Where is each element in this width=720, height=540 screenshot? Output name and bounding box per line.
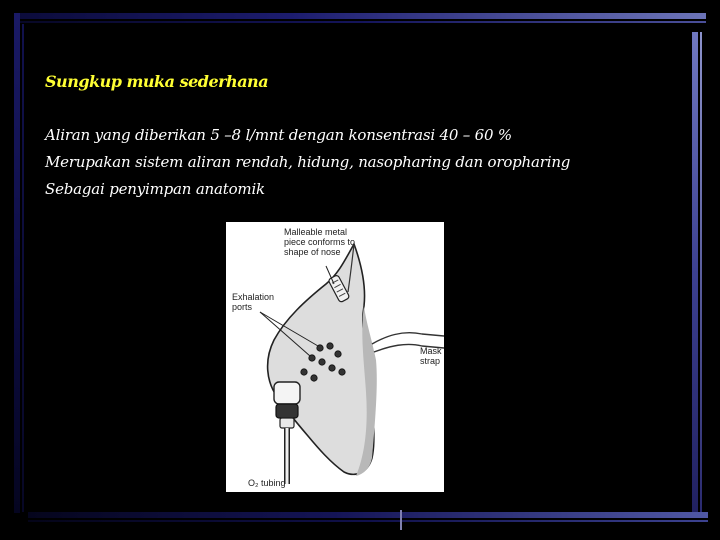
frame-bottom-tick (400, 510, 402, 530)
label-exhalation-ports: Exhalation ports (232, 292, 275, 312)
frame-top-bar (14, 13, 706, 19)
body-line-flow-rate: Aliran yang diberikan 5 –8 l/mnt dengan konsentrasi 40 – 60 % (45, 126, 512, 144)
simple-face-mask-illustration (226, 222, 444, 492)
label-malleable-metal: Malleable metal piece conforms to shape of nose (284, 227, 356, 257)
frame-left-bar (14, 13, 20, 513)
frame-top-line (14, 21, 706, 23)
frame-left-line (22, 24, 24, 512)
body-line-low-flow-system: Merupakan sistem aliran rendah, hidung, nasopharing dan oropharing (45, 153, 571, 171)
mask-strap (372, 333, 444, 344)
frame-bottom-bar (28, 512, 708, 518)
body-line-anatomic-reservoir: Sebagai penyimpan anatomik (45, 180, 265, 198)
frame-bottom-line (28, 520, 708, 522)
label-o2-tubing: O₂ tubing (248, 478, 286, 488)
label-mask-strap: Mask strap (420, 346, 442, 366)
slide-title: Sungkup muka sederhana (45, 72, 269, 91)
face-mask-drawing (226, 222, 444, 492)
frame-right-bar (692, 32, 698, 516)
frame-right-line (700, 32, 702, 512)
